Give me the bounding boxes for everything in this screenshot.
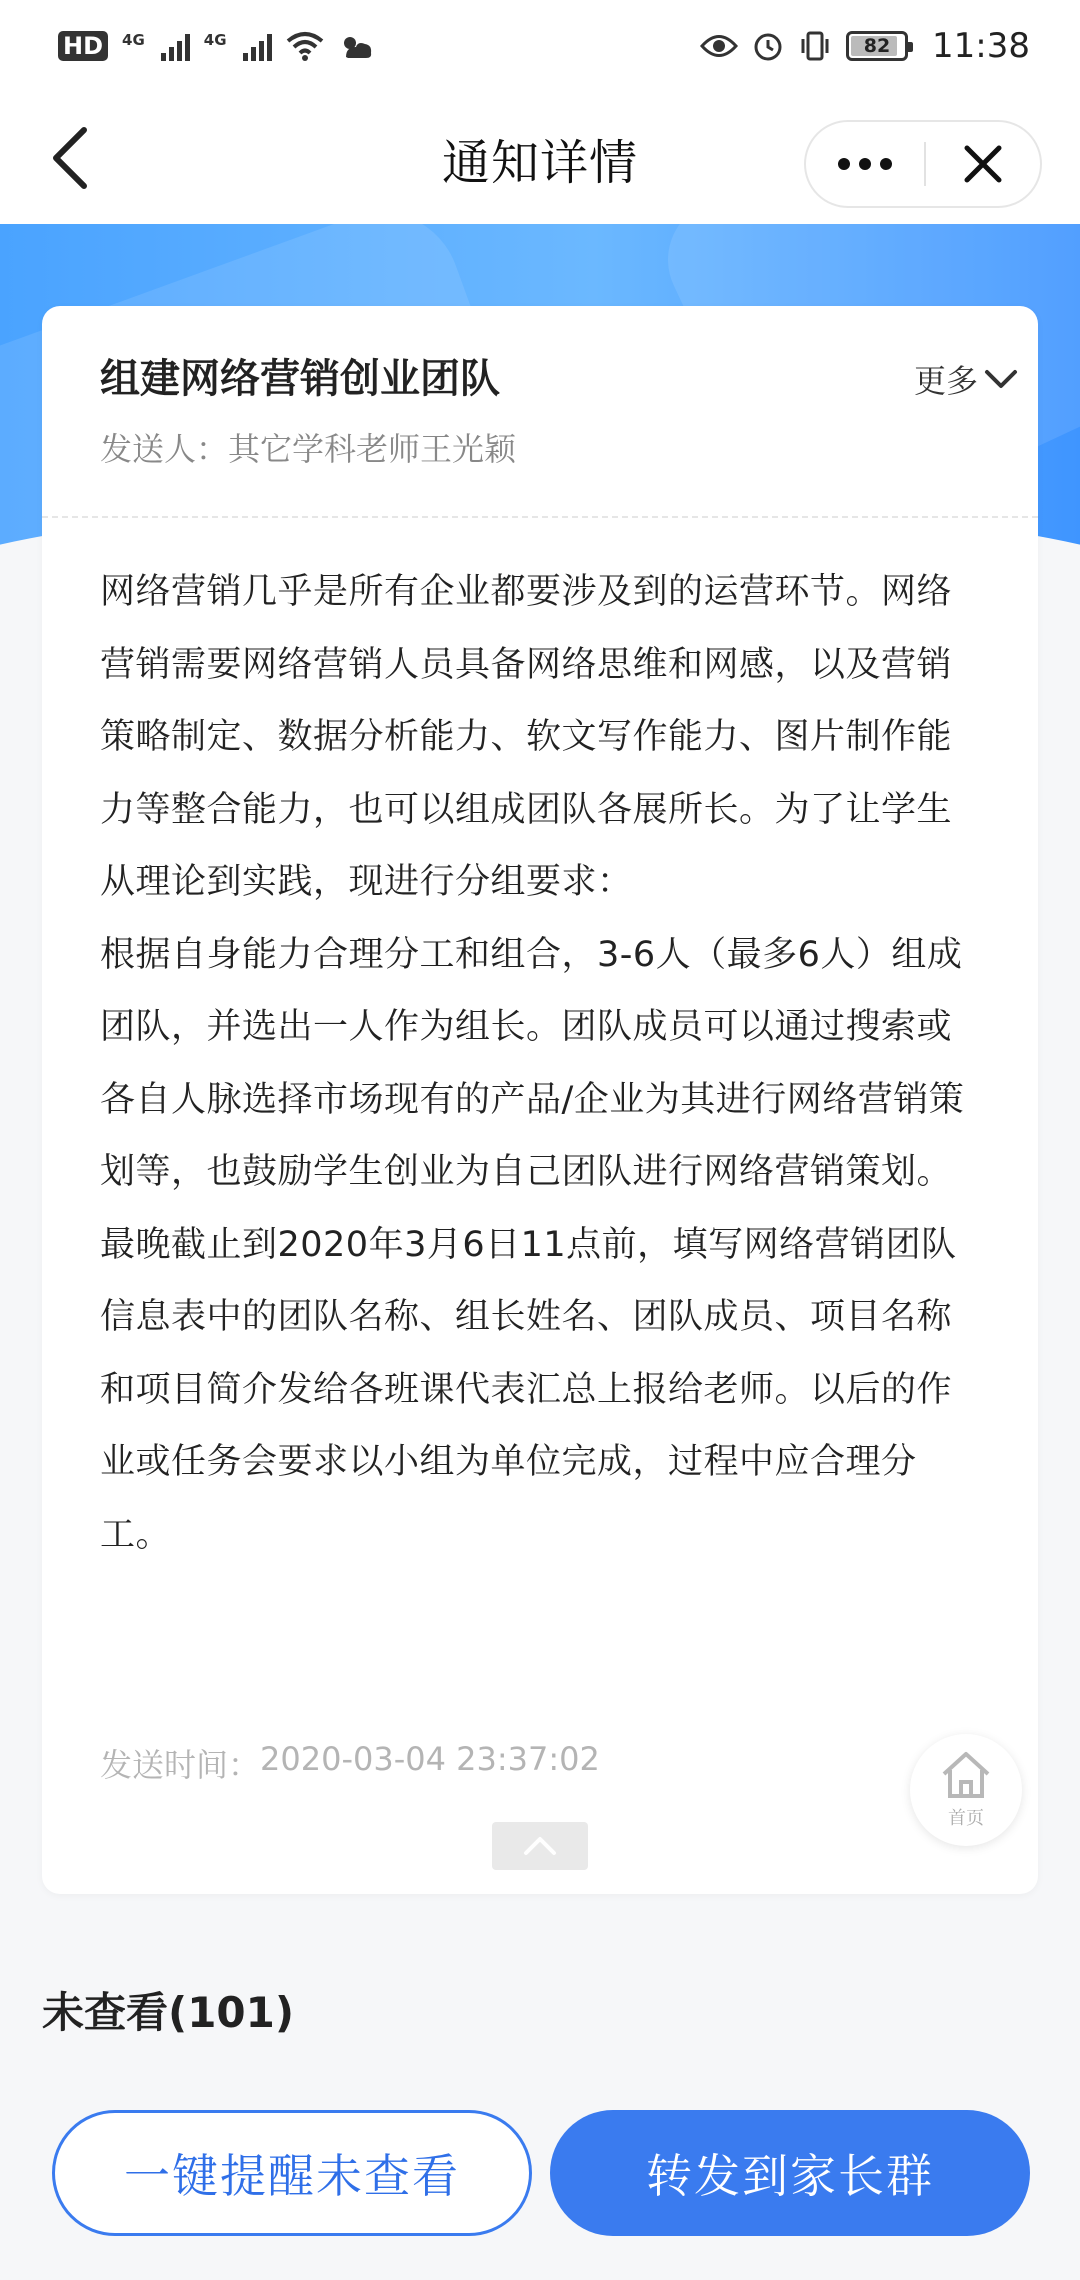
notice-header bbox=[42, 306, 1038, 518]
chevron-up-icon bbox=[523, 1835, 557, 1857]
back-button[interactable] bbox=[40, 120, 100, 196]
battery-icon bbox=[846, 31, 908, 61]
unviewed-count[interactable]: 未查看(101) bbox=[42, 1988, 295, 2037]
weather-icon bbox=[338, 31, 374, 61]
sender-name: 其它学科老师王光颖 bbox=[228, 430, 517, 468]
more-options-button[interactable] bbox=[806, 122, 924, 206]
wifi-icon bbox=[286, 31, 324, 61]
notice-card bbox=[42, 306, 1038, 1894]
network-type-1: 4G bbox=[122, 31, 145, 49]
network-type-2: 4G bbox=[203, 31, 227, 49]
home-button[interactable] bbox=[910, 1734, 1022, 1846]
hd-badge: HD bbox=[58, 31, 108, 61]
vibrate-icon bbox=[798, 30, 832, 62]
forward-to-parents-button[interactable]: 转发到家长群 bbox=[550, 2110, 1030, 2236]
more-label: 更多 bbox=[913, 362, 978, 400]
status-bar bbox=[0, 0, 1080, 92]
mini-program-capsule bbox=[804, 120, 1042, 208]
status-right bbox=[700, 26, 1030, 66]
eye-icon bbox=[700, 33, 738, 59]
home-label: 首页 bbox=[948, 1808, 984, 1829]
clock: 11:38 bbox=[932, 26, 1030, 66]
collapse-button[interactable] bbox=[492, 1822, 588, 1870]
notice-body bbox=[100, 556, 986, 1571]
battery-level: 82 bbox=[863, 35, 891, 57]
divider bbox=[42, 516, 1038, 518]
notice-paragraph-1: 网络营销几乎是所有企业都要涉及到的运营环节。网络营销需要网络营销人员具备网络思维和网感，以及营销策略制定、数据分析能力、软文写作能力、图片制作能力等整合能力，也可以组成团队各展所长。为了让学生从理论到实践，现进行分组要求： bbox=[100, 572, 953, 902]
send-time-row bbox=[100, 1740, 600, 1786]
close-icon bbox=[963, 144, 1003, 184]
close-button[interactable] bbox=[926, 122, 1040, 206]
notice-title: 组建网络营销创业团队 bbox=[100, 356, 500, 402]
remind-unviewed-button[interactable]: 一键提醒未查看 bbox=[52, 2110, 532, 2236]
more-toggle[interactable] bbox=[914, 356, 1018, 402]
page-title: 通知详情 bbox=[441, 134, 638, 191]
chevron-down-icon bbox=[984, 368, 1018, 390]
notice-paragraph-2: 根据自身能力合理分工和组合，3-6人（最多6人）组成团队，并选出一人作为组长。团队成员可以通过搜索或各自人脉选择市场现有的产品/企业为其进行网络营销策划等，也鼓励学生创业为自己团队进行网络营销策划。 bbox=[100, 934, 965, 1192]
signal-icon-2 bbox=[243, 31, 272, 61]
sender-row bbox=[100, 424, 980, 470]
alarm-icon bbox=[752, 30, 784, 62]
chevron-left-icon bbox=[50, 126, 90, 190]
send-time-label: 发送时间： bbox=[100, 1746, 261, 1784]
home-icon bbox=[938, 1750, 994, 1802]
send-time-value: 2020-03-04 23:37:02 bbox=[260, 1740, 600, 1778]
nav-bar bbox=[0, 92, 1080, 224]
notice-paragraph-3: 最晚截止到2020年3月6日11点前，填写网络营销团队信息表中的团队名称、组长姓名、团队成员、项目名称和项目简介发给各班课代表汇总上报给老师。以后的作业或任务会要求以小组为单位完成，过程中应合理分工。 bbox=[100, 1224, 957, 1555]
status-left bbox=[58, 31, 374, 61]
sender-label: 发送人： bbox=[100, 430, 229, 468]
signal-icon bbox=[161, 31, 190, 61]
